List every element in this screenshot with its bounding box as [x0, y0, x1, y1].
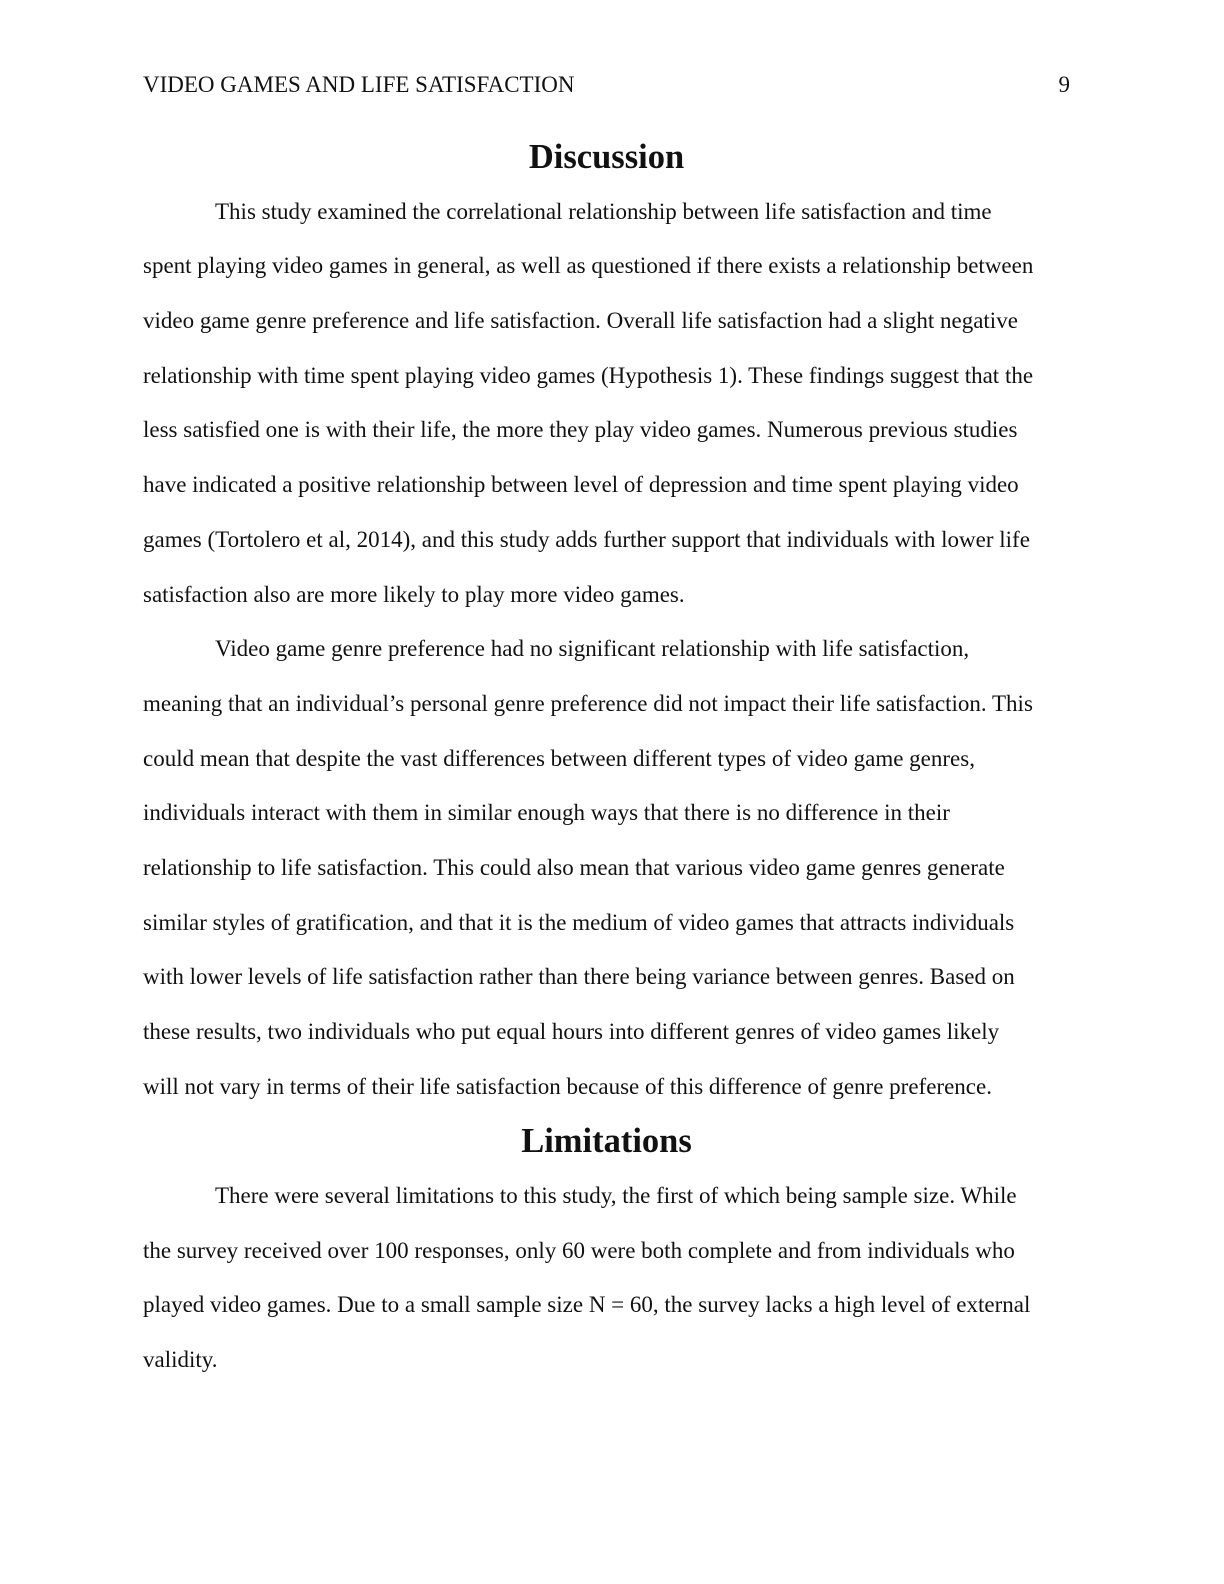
- text-line: video game genre preference and life satisfaction. Overall life satisfaction had a slight negative: [143, 308, 1018, 334]
- text-line: satisfaction also are more likely to play more video games.: [143, 581, 685, 607]
- paragraph: [143, 185, 1070, 623]
- section-heading-discussion: Discussion: [528, 138, 685, 176]
- paragraph: [143, 622, 1070, 1114]
- text-line: will not vary in terms of their life satisfaction because of this difference of genre preference.: [143, 1073, 992, 1099]
- running-head-title: VIDEO GAMES AND LIFE SATISFACTION: [143, 72, 575, 97]
- text-line: spent playing video games in general, as well as questioned if there exists a relationship between: [143, 253, 1034, 279]
- text-line: meaning that an individual’s personal genre preference did not impact their life satisfaction. This: [143, 690, 1033, 716]
- text-line: played video games. Due to a small sample size N = 60, the survey lacks a high level of external: [143, 1292, 1031, 1318]
- text-line: the survey received over 100 responses, only 60 were both complete and from individuals who: [143, 1237, 1015, 1263]
- text-line: these results, two individuals who put equal hours into different genres of video games likely: [143, 1019, 1000, 1044]
- section-discussion: [143, 130, 1070, 1114]
- text-line: similar styles of gratification, and that it is the medium of video games that attracts individuals: [143, 909, 1015, 935]
- text-line: Video game genre preference had no significant relationship with life satisfaction,: [215, 636, 970, 662]
- text-line: have indicated a positive relationship between level of depression and time spent playing video: [143, 472, 1019, 498]
- text-line: could mean that despite the vast differences between different types of video game genres,: [143, 745, 975, 771]
- text-line: relationship to life satisfaction. This could also mean that various video game genres generate: [143, 854, 1005, 880]
- text-line: with lower levels of life satisfaction rather than there being variance between genres. Based on: [143, 964, 1015, 990]
- text-line: individuals interact with them in similar enough ways that there is no difference in their: [143, 800, 950, 826]
- running-head: [143, 70, 1070, 100]
- text-line: This study examined the correlational relationship between life satisfaction and time: [215, 198, 992, 224]
- text-line: games (Tortolero et al, 2014), and this study adds further support that individuals with lower life: [143, 526, 1030, 552]
- section-heading-limitations: Limitations: [521, 1122, 692, 1161]
- text-line: less satisfied one is with their life, the more they play video games. Numerous previous studies: [143, 417, 1018, 443]
- section-limitations: [143, 1114, 1070, 1387]
- text-line: relationship with time spent playing video games (Hypothesis 1). These findings suggest that the: [143, 362, 1034, 388]
- document-body: [143, 130, 1070, 1388]
- page-number: 9: [1058, 72, 1070, 97]
- text-line: validity.: [143, 1347, 218, 1373]
- paragraph: [143, 1169, 1070, 1388]
- text-line: There were several limitations to this study, the first of which being sample size. While: [215, 1183, 1017, 1209]
